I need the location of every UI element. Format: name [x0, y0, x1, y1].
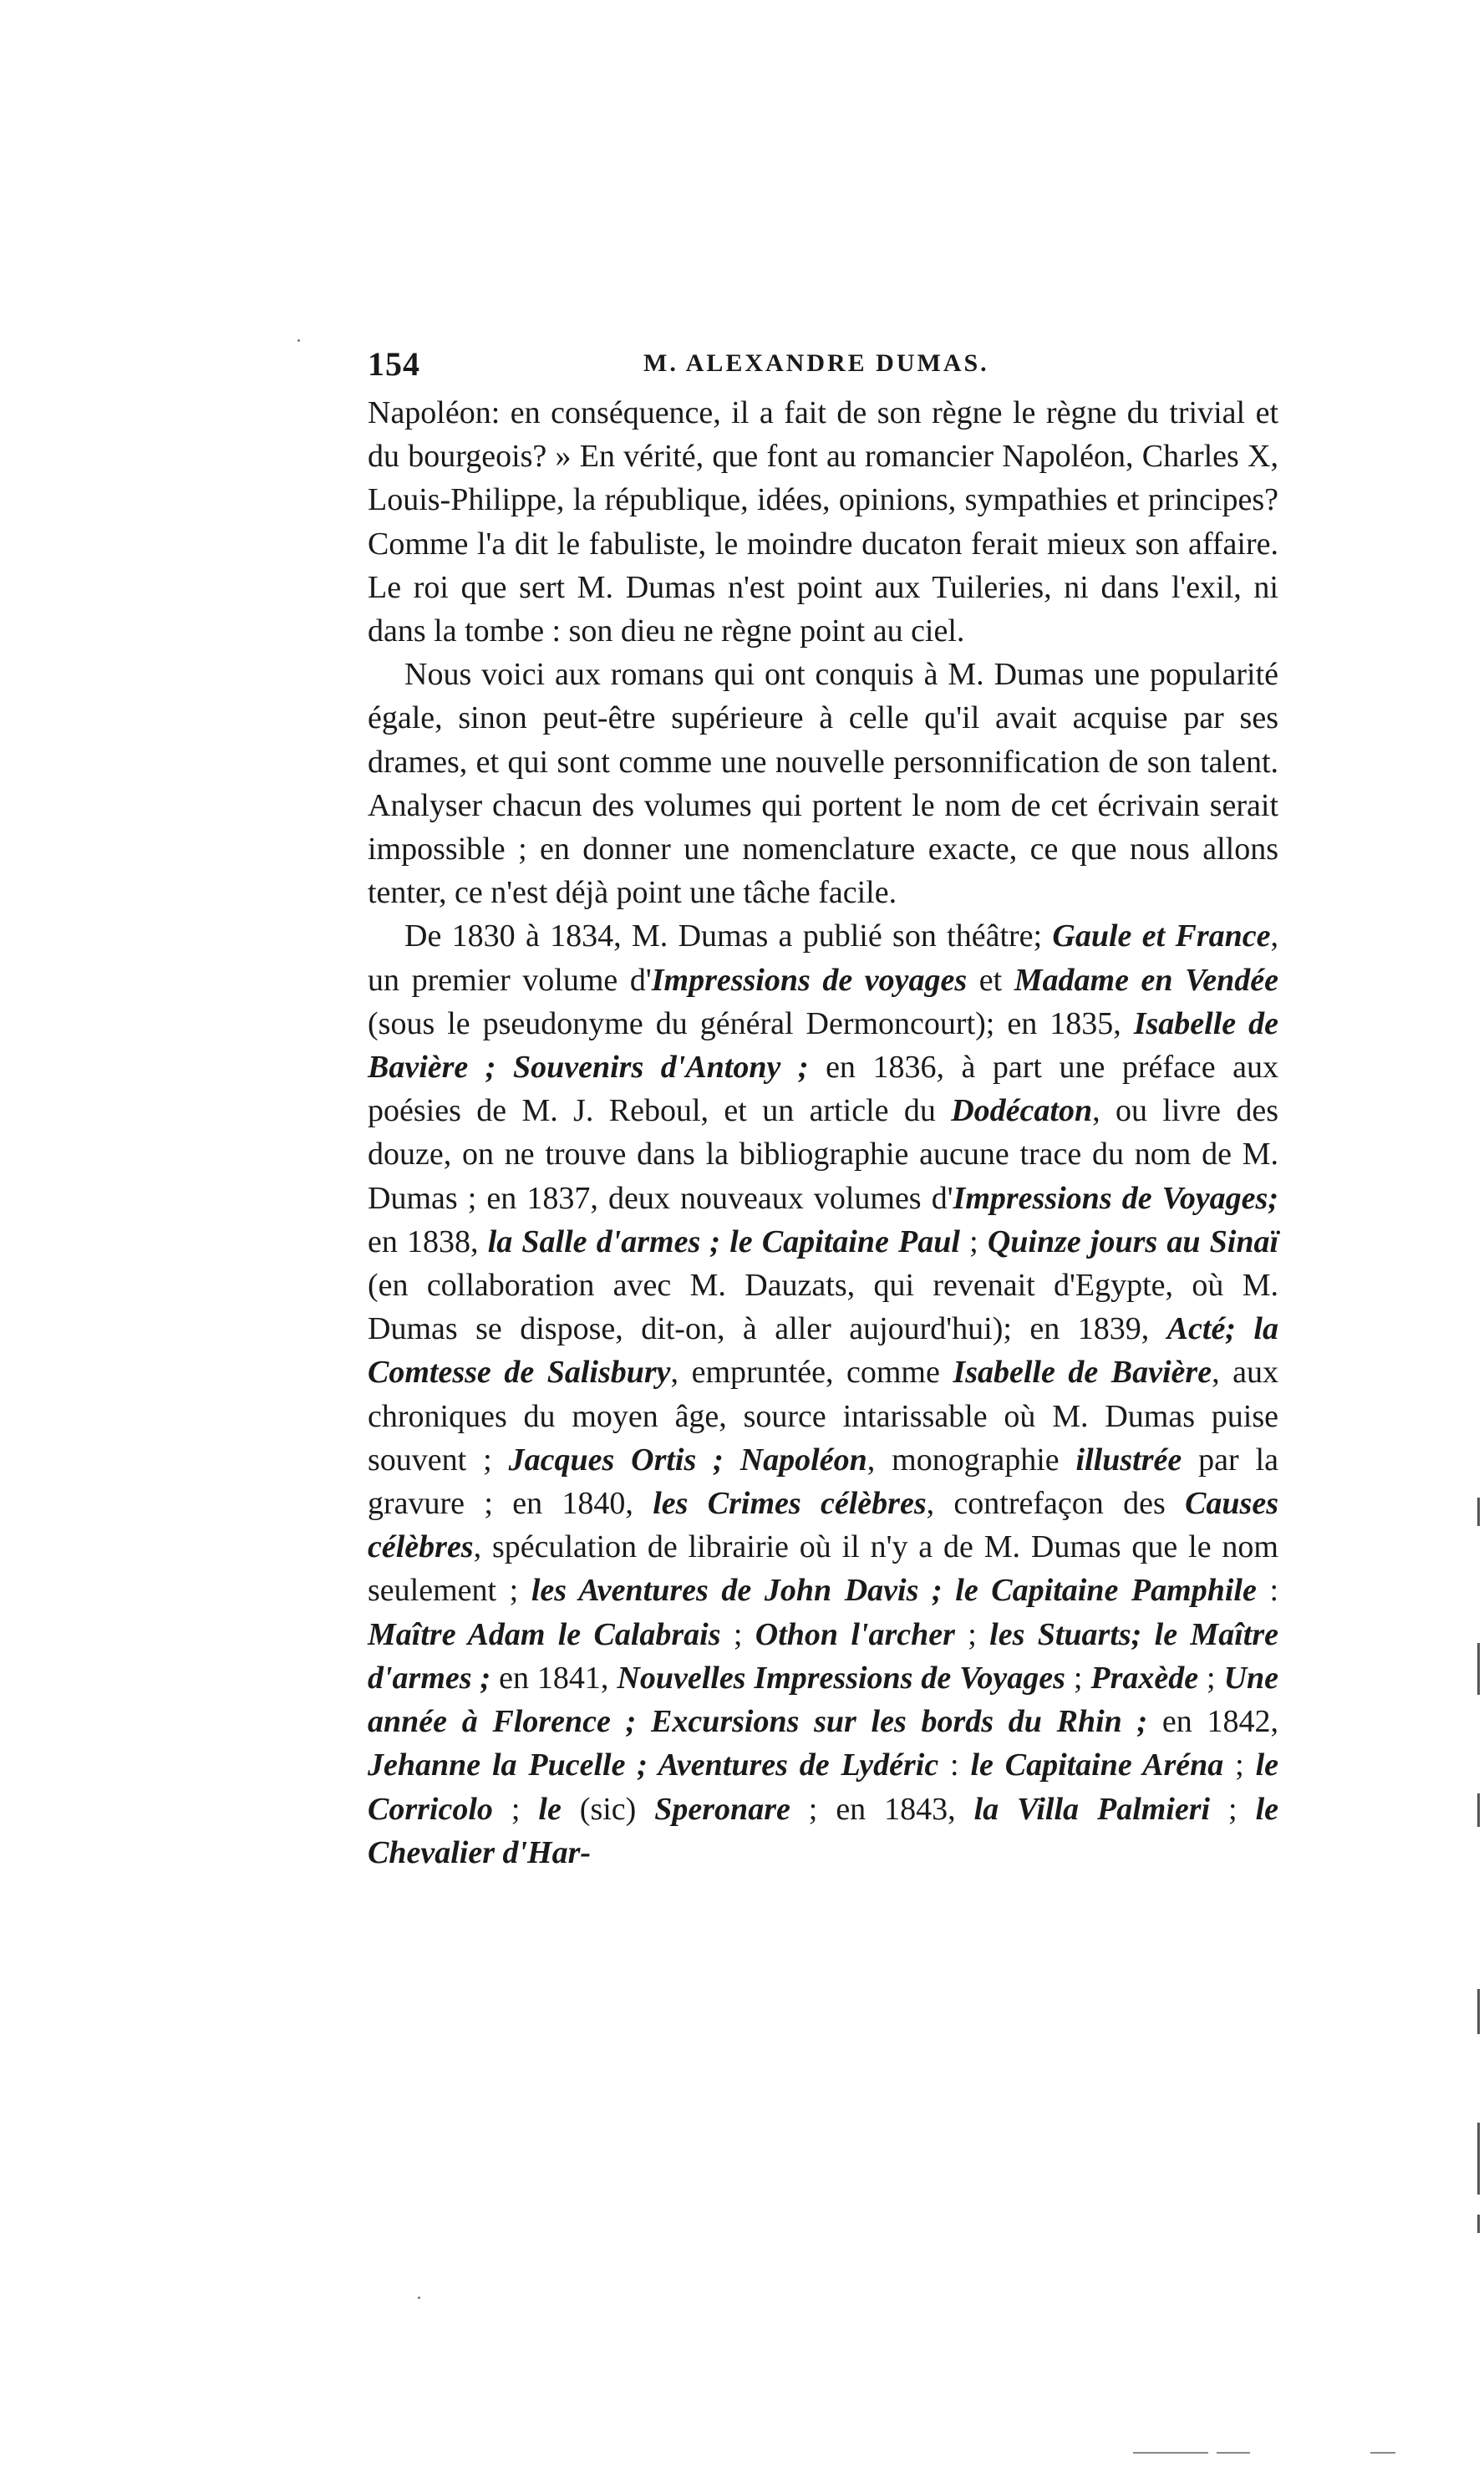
title-reference: Isabelle de Bavière — [953, 1355, 1212, 1391]
body-text — [368, 391, 1278, 1874]
title-reference: Maître Adam le Calabrais — [368, 1616, 721, 1652]
scan-artifact — [1477, 1793, 1480, 1827]
text-segment: De 1830 à 1834, M. Dumas a publié son théâtre; — [404, 918, 1053, 954]
title-reference: le Capitaine Aréna — [970, 1747, 1224, 1783]
title-reference: les Aventures de John Davis ; le Capitaine Pamphile — [531, 1573, 1257, 1609]
scan-artifact — [1370, 2452, 1395, 2454]
title-reference: Jehanne la Pucelle ; Aventures de Lydéric — [368, 1747, 939, 1783]
text-segment: en 1842, — [1147, 1704, 1279, 1740]
text-segment: (sous le pseudonyme du général Dermoncourt); en 1835, — [368, 1005, 1134, 1041]
title-reference: Othon l'archer — [755, 1616, 955, 1652]
text-segment: : — [1256, 1573, 1278, 1609]
scan-artifact — [1477, 2123, 1480, 2195]
text-segment: (en collaboration avec M. Dauzats, qui revenait d'Egypte, où M. Dumas se dispose, dit-on, à aller aujourd'hui); en 1839, — [368, 1268, 1278, 1347]
paragraph — [368, 391, 1278, 653]
text-segment: ; — [1065, 1660, 1091, 1696]
text-segment: , spéculation de librairie où il n'y a de M. Dumas que le nom seulement ; — [368, 1529, 1278, 1609]
title-reference: Causes célèbres — [368, 1486, 1278, 1565]
running-head: M. ALEXANDRE DUMAS. — [643, 349, 989, 377]
text-segment: , aux chroniques du moyen âge, source intarissable où M. Dumas puise souvent ; — [368, 1355, 1278, 1478]
text-segment: Napoléon: en conséquence, il a fait de son règne le règne du trivial et du bourgeois? » En vérité, que font au romancier Napoléon, Charles X, Louis-Philippe, la république, idées, opinions, sympathies et principes? Comme l'a dit le fabuliste, le moindre ducaton ferait mieux son affaire. Le roi que sert M. Dumas n'est point aux Tuileries, ni dans l'exil, ni dans la tombe : son dieu ne règne point au ciel. — [368, 395, 1278, 649]
page-header — [368, 344, 1278, 394]
text-segment: , empruntée, comme — [670, 1355, 953, 1391]
title-reference: le Chevalier d'Har- — [368, 1791, 1279, 1870]
scan-artifact — [1477, 1643, 1480, 1695]
text-segment: en 1836, à part une préface aux poésies de M. J. Reboul, et un article du — [368, 1050, 1278, 1129]
title-reference: Quinze jours au Sinaï — [987, 1223, 1279, 1259]
scan-speck — [418, 2297, 420, 2299]
title-reference: les Crimes célèbres — [653, 1486, 927, 1522]
title-reference: Isabelle de Bavière ; Souvenirs d'Antony ; — [368, 1005, 1278, 1086]
text-segment: en 1841, — [490, 1660, 617, 1696]
text-segment: en 1838, — [368, 1223, 488, 1259]
title-reference: Impressions de voyages — [651, 962, 968, 998]
title-reference: Impressions de Voyages; — [953, 1180, 1278, 1216]
text-segment: par la gravure ; en 1840, — [368, 1442, 1278, 1522]
paragraph — [368, 914, 1278, 1874]
title-reference: Nouvelles Impressions de Voyages — [617, 1660, 1065, 1696]
scan-artifact — [1217, 2452, 1250, 2454]
text-segment: ; — [959, 1223, 988, 1259]
text-segment: Nous voici aux romans qui ont conquis à M. Dumas une popularité égale, sinon peut-être supérieure à celle qu'il avait acquise par ses drames, et qui sont comme une nouvelle personnification de son talent. Analyser chacun des volumes qui portent le nom de cet écrivain serait impossible ; en donner une nomenclature exacte, ce que nous allons tenter, ce n'est déjà point une tâche facile. — [368, 657, 1278, 911]
scan-artifact — [1477, 1989, 1480, 2034]
title-reference: le — [538, 1791, 562, 1827]
title-reference: Speronare — [654, 1791, 790, 1827]
title-reference: le Corricolo — [368, 1747, 1278, 1827]
title-reference: la Villa Palmieri — [973, 1791, 1211, 1827]
text-segment: : — [938, 1747, 971, 1783]
text-segment: ; — [1198, 1660, 1224, 1696]
text-segment: , un premier volume d' — [368, 918, 1278, 998]
text-segment: ; en 1843, — [790, 1791, 974, 1827]
text-segment: ; — [1223, 1747, 1256, 1783]
scan-artifact — [1477, 1498, 1480, 1526]
text-segment: ; — [720, 1616, 755, 1652]
scan-artifact — [1133, 2452, 1208, 2454]
text-segment: (sic) — [561, 1791, 655, 1827]
text-segment: ; — [1210, 1791, 1256, 1827]
title-reference: Praxède — [1090, 1660, 1199, 1696]
title-reference: Madame en Vendée — [1014, 962, 1278, 998]
text-segment: , ou livre des douze, on ne trouve dans la bibliographie aucune trace du nom de M. Dumas ; en 1837, deux nouveaux volumes d' — [368, 1093, 1278, 1216]
title-reference: Gaule et France — [1052, 918, 1271, 954]
title-reference: Une année à Florence ; Excursions sur les bords du Rhin ; — [368, 1660, 1279, 1740]
text-segment: ; — [492, 1791, 539, 1827]
title-reference: illustrée — [1075, 1442, 1182, 1478]
title-reference: la Salle d'armes ; le Capitaine Paul — [487, 1223, 960, 1259]
title-reference: Dodécaton — [951, 1093, 1093, 1129]
title-reference: Jacques Ortis ; Napoléon — [508, 1442, 867, 1478]
page-number: 154 — [368, 345, 420, 383]
paragraph — [368, 653, 1278, 914]
text-segment: ; — [954, 1616, 990, 1652]
text-segment: et — [967, 962, 1014, 998]
scan-speck — [297, 339, 300, 342]
text-segment: , monographie — [867, 1442, 1076, 1478]
title-reference: les Stuarts; le Maître d'armes ; — [368, 1616, 1278, 1696]
title-reference: Acté; la Comtesse de Salisbury — [368, 1311, 1278, 1391]
text-segment: , contrefaçon des — [926, 1486, 1186, 1522]
scan-artifact — [1477, 2215, 1480, 2233]
